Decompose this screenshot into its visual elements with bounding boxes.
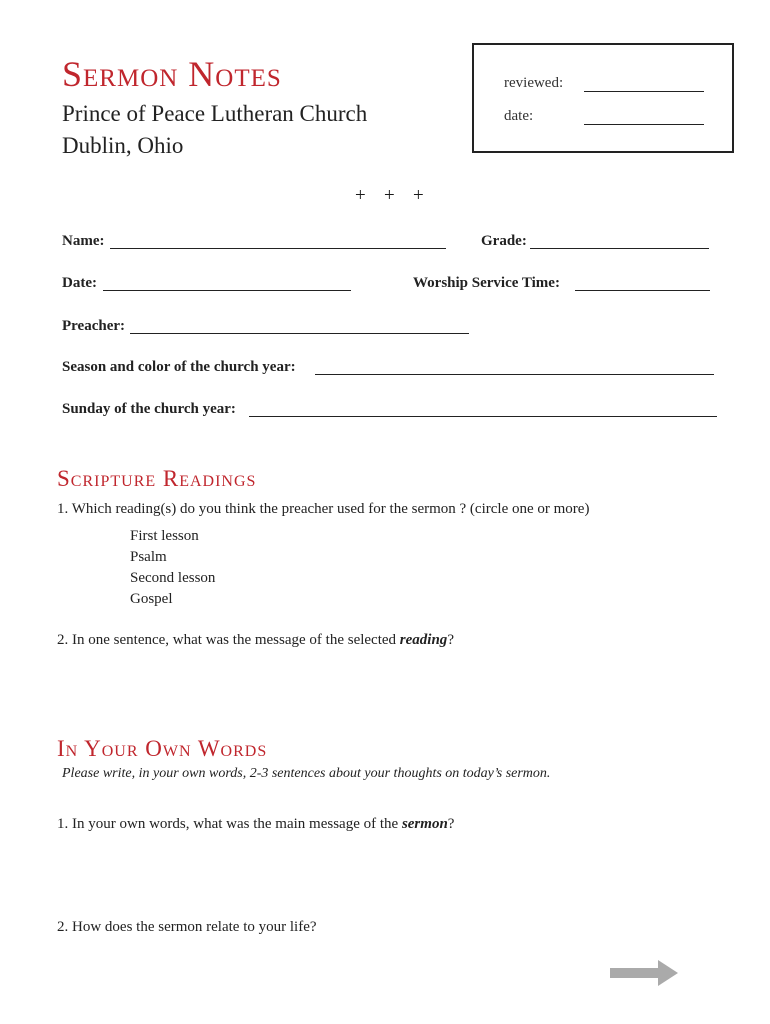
question-text: 2. In one sentence, what was the message of the selected (57, 632, 400, 648)
name-field[interactable] (110, 248, 446, 249)
scripture-question-2 (57, 632, 454, 649)
question-text: 1. In your own words, what was the main message of the (57, 816, 402, 832)
cross-glyph: + (384, 185, 397, 206)
reviewed-field[interactable] (584, 91, 704, 92)
review-date-label: date: (504, 108, 534, 124)
date-field[interactable] (103, 290, 351, 291)
question-emphasis: reading (399, 632, 448, 648)
season-label: Season and color of the church year: (62, 359, 296, 375)
season-field[interactable] (315, 374, 714, 375)
page-title: Sermon Notes (62, 54, 282, 94)
preacher-field[interactable] (130, 333, 469, 334)
church-name: Prince of Peace Lutheran Church (62, 101, 368, 126)
reading-options (130, 526, 215, 610)
own-words-question-1 (57, 816, 454, 833)
review-date-field[interactable] (584, 124, 704, 125)
reading-option[interactable]: Psalm (130, 549, 167, 565)
preacher-label: Preacher: (62, 318, 126, 334)
worship-time-field[interactable] (575, 290, 710, 291)
grade-field[interactable] (530, 248, 709, 249)
sunday-field[interactable] (249, 416, 717, 417)
cross-divider (355, 185, 442, 207)
reading-option[interactable]: Gospel (130, 591, 173, 607)
cross-glyph: + (413, 185, 426, 206)
name-label: Name: (62, 233, 105, 249)
scripture-heading: Scripture Readings (57, 466, 257, 491)
own-words-instruction: Please write, in your own words, 2-3 sentences about your thoughts on today’s sermon. (62, 766, 551, 781)
reading-option[interactable]: First lesson (130, 528, 199, 544)
reading-option[interactable]: Second lesson (130, 570, 216, 586)
review-box (472, 43, 734, 153)
own-words-question-2: 2. How does the sermon relate to your life? (57, 919, 317, 935)
grade-label: Grade: (481, 233, 527, 249)
question-emphasis: sermon (401, 816, 448, 832)
own-words-heading: In Your Own Words (57, 736, 268, 761)
worship-time-label: Worship Service Time: (413, 275, 560, 291)
reviewed-label: reviewed: (504, 75, 564, 91)
question-mark: ? (447, 816, 455, 832)
question-mark: ? (447, 632, 454, 648)
church-city: Dublin, Ohio (62, 133, 184, 158)
right-arrow-icon[interactable] (610, 960, 680, 986)
cross-glyph: + (355, 185, 368, 206)
sunday-label: Sunday of the church year: (62, 401, 236, 417)
scripture-question-1: 1. Which reading(s) do you think the preacher used for the sermon ? (circle one or more) (57, 501, 590, 517)
date-label: Date: (62, 275, 97, 291)
